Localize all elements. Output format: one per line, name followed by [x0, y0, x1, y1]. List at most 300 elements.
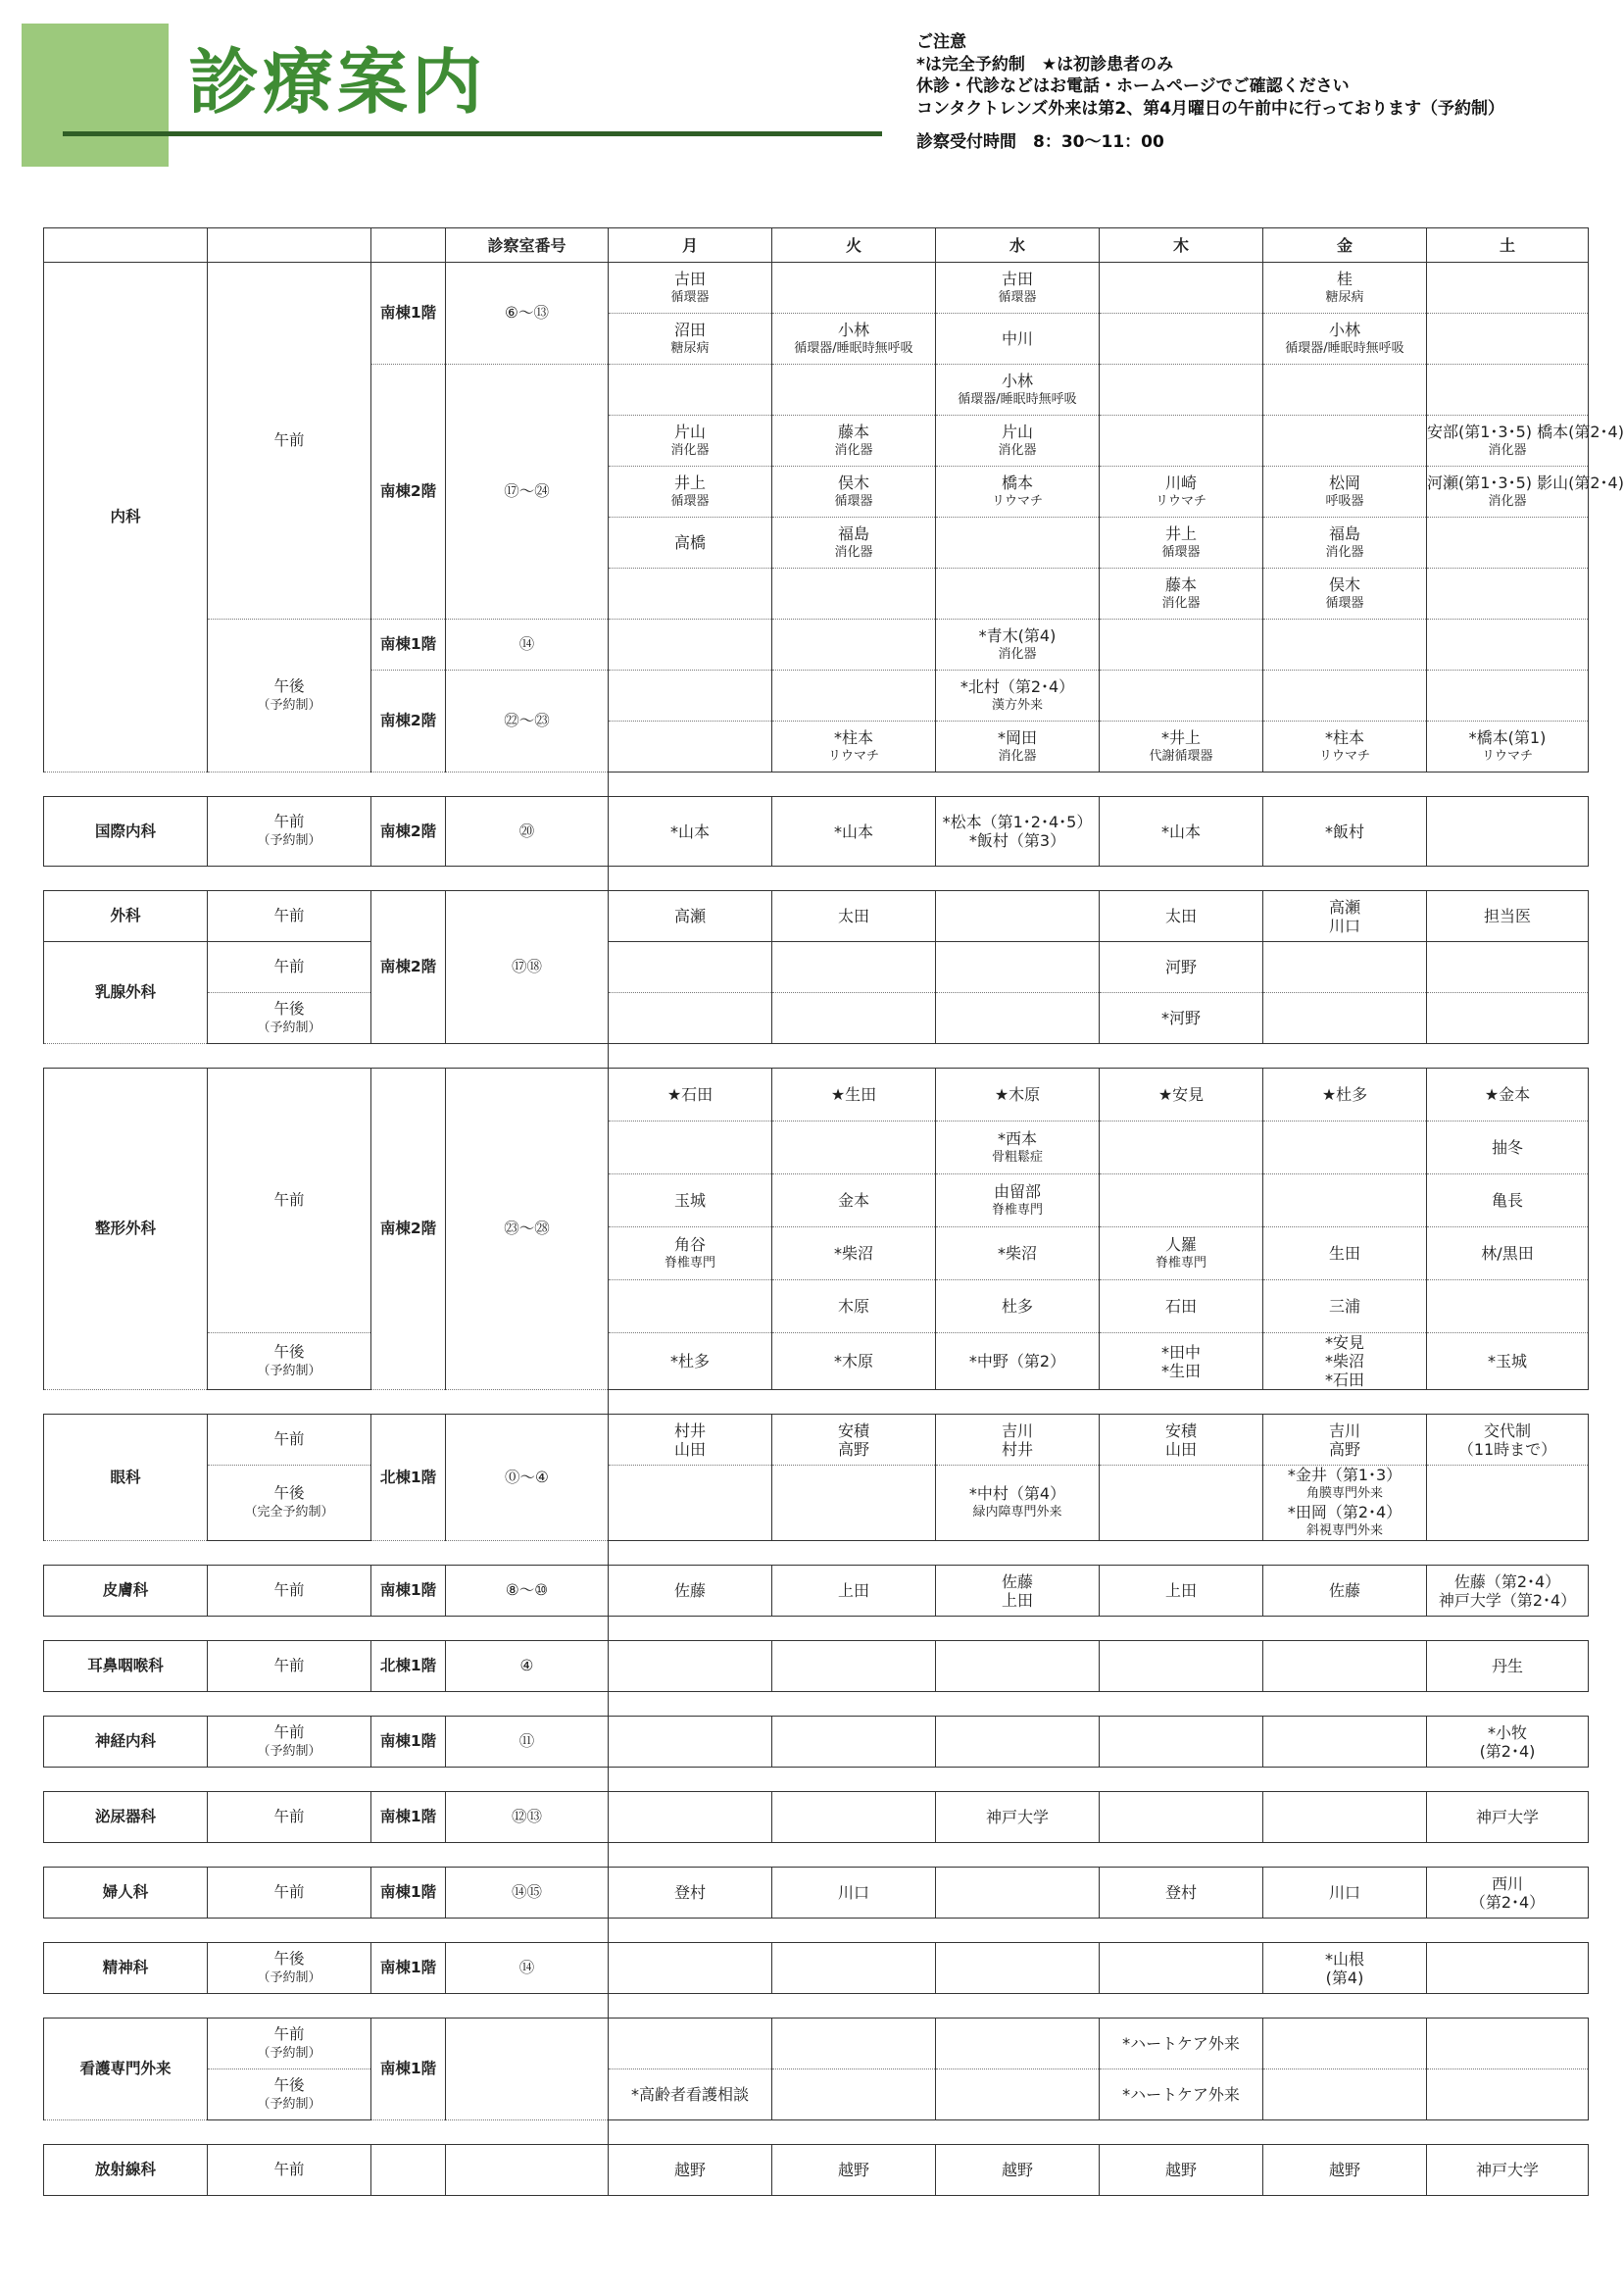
gap-cell [936, 2120, 1100, 2145]
schedule-cell [1263, 2145, 1427, 2196]
schedule-cell [609, 1333, 772, 1390]
gap-cell [609, 1994, 772, 2019]
schedule-cell [1100, 2019, 1263, 2069]
doctor-name: 古田 [673, 269, 706, 288]
schedule-cell [1427, 1466, 1589, 1541]
schedule-cell [609, 1868, 772, 1919]
doctor-name: *青木(第4) [978, 625, 1057, 645]
schedule-cell [1427, 1333, 1589, 1390]
doctor-name: 井上 [1164, 523, 1197, 543]
gap-cell [1427, 1994, 1589, 2019]
schedule-cell [936, 569, 1100, 620]
schedule-cell [1263, 1280, 1427, 1333]
gap-cell [936, 1617, 1100, 1641]
schedule-cell [1427, 467, 1624, 518]
schedule-cell [772, 1641, 936, 1692]
header-cell [208, 228, 371, 263]
schedule-cell [936, 993, 1100, 1044]
table-gap-row [44, 1843, 1589, 1868]
schedule-cell [772, 467, 936, 518]
specialty-note: 呼吸器 [1325, 493, 1364, 509]
schedule-cell [1263, 722, 1427, 773]
gap-cell [44, 1617, 208, 1641]
schedule-cell [1263, 1868, 1427, 1919]
session-label: 午前 [273, 1191, 305, 1209]
gap-cell [772, 1843, 936, 1868]
doctor-name: 木原 [837, 1297, 869, 1316]
room-number: ⑰〜㉔ [446, 365, 609, 620]
schedule-cell [1427, 2069, 1589, 2120]
doctor-name: *中野（第2） [968, 1352, 1066, 1371]
schedule-cell [1263, 1641, 1427, 1692]
doctor-name: 俣木 [837, 473, 869, 492]
schedule-cell [1263, 518, 1427, 569]
schedule-cell [1100, 569, 1263, 620]
specialty-note: 消化器 [1488, 442, 1527, 458]
building-floor: 南棟1階 [371, 263, 446, 365]
doctor-name: 高橋 [673, 533, 706, 552]
session-note: （予約制） [257, 697, 321, 713]
schedule-cell [936, 2069, 1100, 2120]
session-cell [208, 2145, 371, 2196]
specialty-note: 循環器 [834, 493, 873, 509]
session-note: （予約制） [257, 1020, 321, 1035]
schedule-cell [1427, 1174, 1589, 1227]
doctor-name: 高野 [837, 1439, 869, 1459]
specialty-note: 脊椎専門 [1155, 1255, 1206, 1271]
gap-cell [1100, 1994, 1263, 2019]
schedule-cell [1100, 1227, 1263, 1280]
room-number: ㉓〜㉘ [446, 1069, 609, 1390]
doctor-name: 川口 [1328, 1883, 1360, 1902]
specialty-note: 骨粗鬆症 [991, 1149, 1043, 1165]
table-row [44, 797, 1589, 867]
gap-cell [44, 867, 208, 891]
session-cell [208, 1466, 371, 1541]
doctor-name: 越野 [1164, 2161, 1197, 2179]
doctor-name: 越野 [837, 2161, 869, 2179]
doctor-name: *高齢者看護相談 [630, 2085, 749, 2104]
schedule-cell [1427, 416, 1624, 467]
gap-cell [1263, 1541, 1427, 1566]
dept-name: 皮膚科 [44, 1566, 208, 1617]
table-header-row [44, 228, 1589, 263]
gap-cell [371, 1692, 446, 1717]
schedule-cell [1263, 797, 1427, 867]
schedule-cell [772, 942, 936, 993]
table-gap-row [44, 867, 1589, 891]
schedule-cell [609, 263, 772, 314]
session-label: 午後 [273, 1342, 305, 1361]
specialty-note: リウマチ [1318, 748, 1370, 764]
session-label: 午後 [273, 999, 305, 1018]
gap-cell [1263, 867, 1427, 891]
schedule-cell [1263, 1227, 1427, 1280]
building-floor: 南棟2階 [371, 797, 446, 867]
header-day: 月 [609, 228, 772, 263]
doctor-name: 井上 [673, 473, 706, 492]
gap-cell [446, 1919, 609, 1943]
session-label: 午前 [273, 431, 305, 449]
dept-name: 放射線科 [44, 2145, 208, 2196]
schedule-cell [936, 1943, 1100, 1994]
gap-cell [1427, 2120, 1589, 2145]
table-row [44, 2145, 1589, 2196]
gap-cell [208, 2120, 371, 2145]
gap-cell [772, 773, 936, 797]
schedule-cell [1427, 1717, 1589, 1768]
gap-cell [772, 867, 936, 891]
schedule-cell [772, 620, 936, 671]
gap-cell [609, 1692, 772, 1717]
schedule-cell [1263, 1566, 1427, 1617]
header-day: 土 [1427, 228, 1589, 263]
doctor-name: ★生田 [830, 1085, 877, 1104]
doctor-name: *河野 [1160, 1009, 1201, 1027]
doctor-name: 俣木 [1328, 574, 1360, 594]
schedule-cell [772, 2145, 936, 2196]
header-cell [371, 228, 446, 263]
dept-name: 国際内科 [44, 797, 208, 867]
schedule-cell [1263, 1466, 1427, 1541]
gap-cell [1100, 1768, 1263, 1792]
schedule-cell [936, 416, 1100, 467]
schedule-cell [936, 722, 1100, 773]
doctor-name: (第4) [1325, 1968, 1364, 1987]
table-gap-row [44, 1617, 1589, 1641]
schedule-cell [772, 1717, 936, 1768]
doctor-name: *石田 [1324, 1371, 1364, 1389]
room-number: ⑳ [446, 797, 609, 867]
schedule-cell [609, 1174, 772, 1227]
schedule-cell [936, 365, 1100, 416]
gap-cell [44, 2120, 208, 2145]
table-gap-row [44, 1768, 1589, 1792]
doctor-name: *山本 [833, 822, 873, 841]
doctor-name: 沼田 [673, 320, 706, 339]
specialty-note: 循環器/睡眠時無呼吸 [958, 391, 1077, 407]
dept-name: 整形外科 [44, 1069, 208, 1390]
doctor-name: *山本 [1160, 822, 1201, 841]
schedule-cell [1427, 2019, 1589, 2069]
room-number [446, 2019, 609, 2120]
specialty-note: 脊椎専門 [991, 1202, 1043, 1218]
room-number: ⑥〜⑬ [446, 263, 609, 365]
schedule-cell [1263, 263, 1427, 314]
gap-cell [44, 1044, 208, 1069]
schedule-cell [1263, 314, 1427, 365]
dept-name: 泌尿器科 [44, 1792, 208, 1843]
doctor-name: ★木原 [994, 1085, 1041, 1104]
doctor-name: 佐藤 [673, 1581, 706, 1600]
doctor-name: 登村 [1164, 1883, 1197, 1902]
session-label: 午後 [273, 676, 305, 695]
gap-cell [609, 1044, 772, 1069]
building-floor: 南棟2階 [371, 365, 446, 620]
dept-name: 婦人科 [44, 1868, 208, 1919]
schedule-cell [1263, 891, 1427, 942]
schedule-cell [1263, 993, 1427, 1044]
doctor-name: (第2･4) [1479, 1741, 1536, 1761]
table-row [44, 1792, 1589, 1843]
gap-cell [772, 1692, 936, 1717]
building-floor: 南棟1階 [371, 1868, 446, 1919]
session-cell [208, 1792, 371, 1843]
doctor-name: *生田 [1160, 1361, 1201, 1380]
table-row [44, 1943, 1589, 1994]
gap-cell [1427, 1768, 1589, 1792]
doctor-name: 杜多 [1001, 1297, 1033, 1316]
doctor-name: 角谷 [673, 1234, 706, 1254]
gap-cell [208, 1919, 371, 1943]
table-row [44, 2069, 1589, 2120]
doctor-name: *小牧 [1487, 1722, 1527, 1742]
schedule-cell [1100, 993, 1263, 1044]
table-row [44, 1566, 1589, 1617]
gap-cell [446, 1692, 609, 1717]
gap-cell [1427, 1390, 1589, 1415]
schedule-cell [936, 1174, 1100, 1227]
schedule-cell [1263, 942, 1427, 993]
gap-cell [936, 867, 1100, 891]
building-floor: 北棟1階 [371, 1641, 446, 1692]
schedule-cell [1263, 569, 1427, 620]
schedule-cell [1263, 1943, 1427, 1994]
schedule-cell [1263, 671, 1427, 722]
schedule-cell [1427, 1227, 1589, 1280]
schedule-cell [1263, 467, 1427, 518]
doctor-name: *岡田 [997, 727, 1037, 747]
doctor-name: *田岡（第2･4） [1287, 1503, 1403, 1521]
schedule-cell [936, 1227, 1100, 1280]
doctor-name: 神戸大学 [1475, 1808, 1539, 1826]
specialty-note: 循環器 [1325, 595, 1364, 611]
schedule-cell [1427, 1280, 1589, 1333]
specialty-note: 消化器 [1325, 544, 1364, 560]
doctor-name: 上田 [837, 1581, 869, 1600]
gap-cell [1100, 1692, 1263, 1717]
schedule-cell [1263, 2019, 1427, 2069]
schedule-cell [609, 1466, 772, 1541]
building-floor: 南棟2階 [371, 1069, 446, 1390]
schedule-cell [609, 2069, 772, 2120]
doctor-name: 福島 [837, 523, 869, 543]
session-cell [208, 1641, 371, 1692]
gap-cell [1427, 867, 1589, 891]
schedule-cell [772, 2069, 936, 2120]
doctor-name: *柴沼 [1324, 1352, 1364, 1371]
doctor-name: 小林 [1328, 320, 1360, 339]
schedule-cell [1427, 1069, 1589, 1122]
gap-cell [772, 2120, 936, 2145]
gap-cell [1263, 1044, 1427, 1069]
schedule-cell [609, 518, 772, 569]
doctor-name: 越野 [1328, 2161, 1360, 2179]
specialty-note: 消化器 [670, 442, 710, 458]
gap-cell [371, 2120, 446, 2145]
session-cell [208, 797, 371, 867]
header-day: 木 [1100, 228, 1263, 263]
header-day: 金 [1263, 228, 1427, 263]
notice-line: 休診・代診などはお電話・ホームページでご確認ください [916, 76, 1350, 96]
building-floor: 北棟1階 [371, 1415, 446, 1541]
specialty-note: 代謝循環器 [1149, 748, 1213, 764]
gap-cell [1427, 1541, 1589, 1566]
schedule-cell [772, 1333, 936, 1390]
doctor-name: *柱本 [833, 727, 873, 747]
gap-cell [609, 1843, 772, 1868]
schedule-cell [936, 671, 1100, 722]
gap-cell [609, 867, 772, 891]
header-accent-box [22, 24, 169, 167]
doctor-name: 安部(第1･3･5) 橋本(第2･4) [1427, 422, 1624, 441]
specialty-note: 消化器 [834, 544, 873, 560]
gap-cell [772, 1994, 936, 2019]
schedule-cell [609, 1122, 772, 1174]
gap-cell [44, 1994, 208, 2019]
schedule-cell [772, 671, 936, 722]
header-cell [44, 228, 208, 263]
schedule-cell [936, 263, 1100, 314]
gap-cell [936, 1919, 1100, 1943]
gap-cell [936, 1541, 1100, 1566]
doctor-name: 川口 [837, 1883, 869, 1902]
room-number: ⓪〜④ [446, 1415, 609, 1541]
schedule-cell [1100, 467, 1263, 518]
notice-line: コンタクトレンズ外来は第2、第4月曜日の午前中に行っております（予約制） [916, 98, 1505, 119]
session-cell [208, 2069, 371, 2120]
session-note: （予約制） [257, 2045, 321, 2061]
schedule-cell [1100, 1122, 1263, 1174]
table-row [44, 2019, 1589, 2069]
schedule-cell [609, 891, 772, 942]
gap-cell [609, 1541, 772, 1566]
table-row [44, 1069, 1589, 1122]
schedule-cell [1427, 2145, 1589, 2196]
gap-cell [208, 867, 371, 891]
doctor-name: *山根 [1324, 1949, 1364, 1969]
session-label: 午後 [273, 1484, 305, 1502]
gap-cell [446, 1768, 609, 1792]
specialty-note: リウマチ [1155, 493, 1206, 509]
doctor-name: *ハートケア外来 [1122, 2085, 1240, 2104]
schedule-cell [1427, 891, 1589, 942]
schedule-cell [772, 1415, 936, 1466]
gap-cell [1100, 1617, 1263, 1641]
doctor-name: 福島 [1328, 523, 1360, 543]
page-title: 診療案内 [188, 41, 487, 124]
schedule-cell [1100, 1868, 1263, 1919]
gap-cell [1100, 1919, 1263, 1943]
gap-cell [44, 773, 208, 797]
schedule-cell [609, 1566, 772, 1617]
specialty-note: 消化器 [1161, 595, 1201, 611]
session-label: 午前 [273, 1430, 305, 1448]
gap-cell [446, 867, 609, 891]
session-label: 午前 [273, 1808, 305, 1825]
schedule-cell [936, 891, 1100, 942]
notice-block [916, 31, 1504, 154]
doctor-name: 上田 [1001, 1590, 1033, 1610]
schedule-cell [772, 314, 936, 365]
schedule-cell [772, 1069, 936, 1122]
schedule-cell [609, 1415, 772, 1466]
session-cell [208, 891, 371, 942]
doctor-name: 神戸大学 [1475, 2161, 1539, 2179]
session-label: 午前 [273, 907, 305, 924]
schedule-cell [1100, 797, 1263, 867]
gap-cell [772, 1390, 936, 1415]
schedule-cell [936, 2145, 1100, 2196]
gap-cell [772, 1768, 936, 1792]
doctor-name: 安積 [1164, 1421, 1197, 1440]
schedule-cell [936, 1280, 1100, 1333]
gap-cell [1427, 1617, 1589, 1641]
table-gap-row [44, 1994, 1589, 2019]
gap-cell [1100, 867, 1263, 891]
specialty-note: 緑内障専門外来 [972, 1505, 1062, 1520]
schedule-cell [1263, 1333, 1427, 1390]
gap-cell [1100, 1390, 1263, 1415]
gap-cell [371, 1919, 446, 1943]
schedule-cell [1427, 1868, 1589, 1919]
schedule-cell [936, 620, 1100, 671]
gap-cell [772, 1617, 936, 1641]
doctor-name: 村井 [673, 1421, 706, 1440]
doctor-name: *中村（第4） [968, 1484, 1066, 1503]
schedule-cell [609, 671, 772, 722]
schedule-cell [772, 1174, 936, 1227]
gap-cell [1263, 1919, 1427, 1943]
dept-name: 精神科 [44, 1943, 208, 1994]
schedule-cell [772, 1227, 936, 1280]
doctor-name: *安見 [1324, 1333, 1364, 1352]
schedule-cell [936, 1466, 1100, 1541]
schedule-cell [609, 365, 772, 416]
schedule-cell [1263, 416, 1427, 467]
schedule-cell [1263, 2069, 1427, 2120]
gap-cell [208, 1390, 371, 1415]
schedule-cell [1100, 518, 1263, 569]
schedule-cell [1100, 416, 1263, 467]
gap-cell [1427, 1919, 1589, 1943]
session-note: （予約制） [257, 1969, 321, 1985]
schedule-cell [772, 1792, 936, 1843]
gap-cell [1100, 1044, 1263, 1069]
doctor-name: 吉川 [1328, 1421, 1360, 1440]
schedule-cell [1427, 1415, 1589, 1466]
doctor-name: 藤本 [837, 422, 869, 441]
schedule-cell [936, 1333, 1100, 1390]
gap-cell [446, 1617, 609, 1641]
schedule-cell [1427, 569, 1589, 620]
gap-cell [208, 1617, 371, 1641]
schedule-cell [609, 942, 772, 993]
table-gap-row [44, 773, 1589, 797]
schedule-cell [772, 416, 936, 467]
doctor-name: 川口 [1328, 916, 1360, 935]
gap-cell [371, 773, 446, 797]
specialty-note: 循環器/睡眠時無呼吸 [794, 340, 913, 356]
doctor-name: *田中 [1160, 1342, 1201, 1362]
schedule-cell [1427, 518, 1589, 569]
doctor-name: 亀長 [1491, 1191, 1523, 1210]
schedule-cell [1100, 1943, 1263, 1994]
session-note: （予約制） [257, 833, 321, 848]
doctor-name: ★杜多 [1321, 1085, 1368, 1104]
gap-cell [208, 1692, 371, 1717]
session-cell [208, 1333, 371, 1390]
